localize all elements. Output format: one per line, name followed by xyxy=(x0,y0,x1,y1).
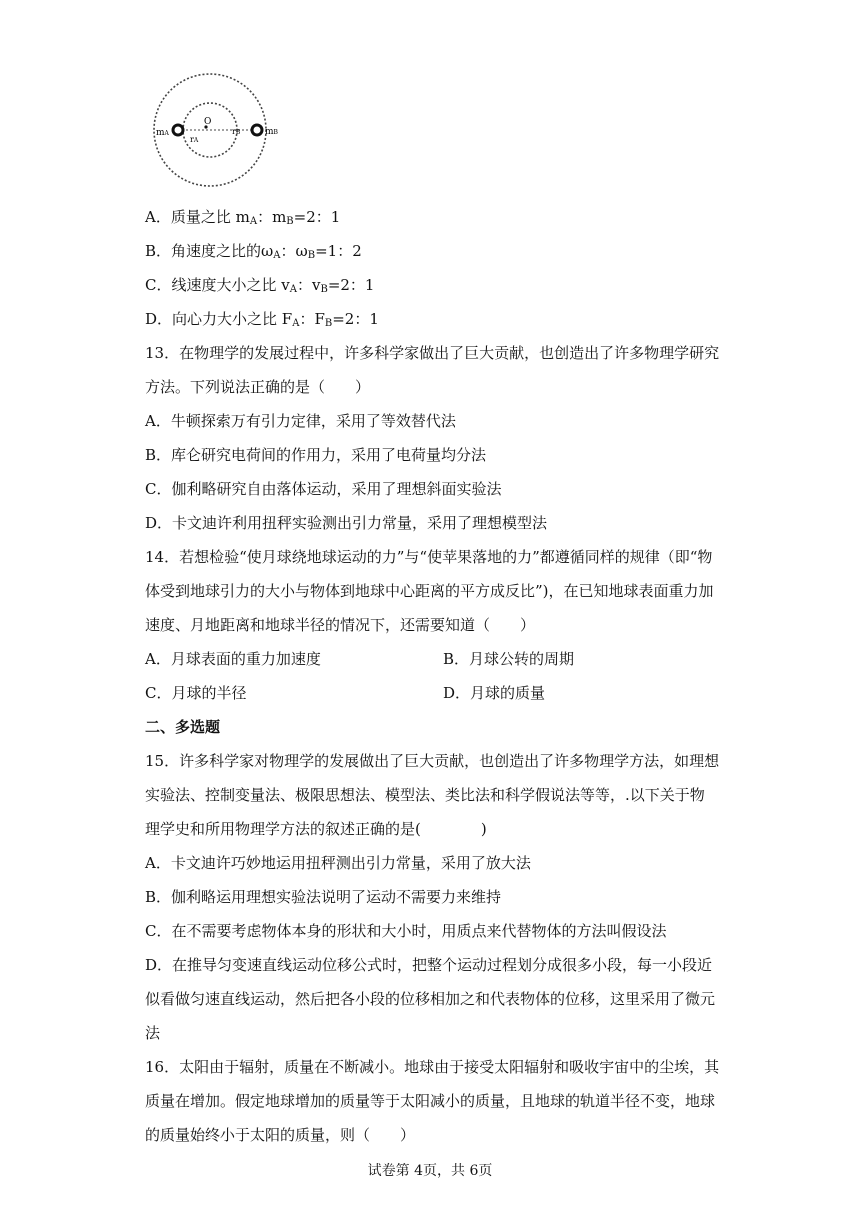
q13-stem-line1: 13．在物理学的发展过程中，许多科学家做出了巨大贡献，也创造出了许多物理学研究 xyxy=(145,344,720,362)
q14-stem-line3: 速度、月地距离和地球半径的情况下，还需要知道（ ） xyxy=(145,616,536,634)
q14-option-d: D．月球的质量 xyxy=(443,684,546,702)
q15-option-d-line3: 法 xyxy=(145,1024,161,1042)
svg-text:mA: mA xyxy=(156,128,169,138)
svg-text:mB: mB xyxy=(265,127,278,137)
label-rb: r xyxy=(232,127,236,136)
label-o: O xyxy=(204,117,212,127)
q15-stem-line3: 理学史和所用物理学方法的叙述正确的是( ) xyxy=(145,820,487,838)
label-ma: m xyxy=(156,128,165,138)
section-heading-multiple-choice: 二、多选题 xyxy=(145,718,221,736)
q12-option-c: C．线速度大小之比 $v_A$：$v_B=2$：1 xyxy=(145,276,375,295)
svg-text:rA: rA xyxy=(190,135,199,144)
star-b xyxy=(252,125,262,135)
q13-option-a: A．牛顿探索万有引力定律，采用了等效替代法 xyxy=(145,412,456,430)
q15-stem-line1: 15．许多科学家对物理学的发展做出了巨大贡献，也创造出了许多物理学方法，如理想 xyxy=(145,752,720,770)
q13-option-d: D．卡文迪许利用扭秤实验测出引力常量，采用了理想模型法 xyxy=(145,514,548,532)
star-a xyxy=(173,125,183,135)
q15-option-d-line1: D．在推导匀变速直线运动位移公式时，把整个运动过程划分成很多小段，每一小段近 xyxy=(145,956,713,974)
q12-option-d: D．向心力大小之比 $F_A$：$F_B=2$：1 xyxy=(145,310,379,329)
label-mb: m xyxy=(265,127,274,137)
page-footer: 试卷第 4页，共 6页 xyxy=(367,1163,493,1179)
q14-option-c: C．月球的半径 xyxy=(145,684,247,702)
q13-stem-line2: 方法。下列说法正确的是（ ） xyxy=(145,378,371,396)
q14-option-a: A．月球表面的重力加速度 xyxy=(145,650,321,668)
q13-option-c: C．伽利略研究自由落体运动，采用了理想斜面实验法 xyxy=(145,480,502,498)
q15-option-c: C．在不需要考虑物体本身的形状和大小时，用质点来代替物体的方法叫假设法 xyxy=(145,922,667,940)
q16-stem-line3: 的质量始终小于太阳的质量，则（ ） xyxy=(145,1126,416,1144)
q15-option-b: B．伽利略运用理想实验法说明了运动不需要力来维持 xyxy=(145,888,502,906)
svg-text:rB: rB xyxy=(232,127,241,136)
label-ra: r xyxy=(190,135,194,144)
q14-stem-line1: 14．若想检验“使月球绕地球运动的力”与“使苹果落地的力”都遵循同样的规律（即“物 xyxy=(145,548,713,566)
q13-option-b: B．库仑研究电荷间的作用力，采用了电荷量均分法 xyxy=(145,446,487,464)
q16-stem-line1: 16．太阳由于辐射，质量在不断减小。地球由于接受太阳辐射和吸收宇宙中的尘埃，其 xyxy=(145,1058,720,1076)
q15-option-a: A．卡文迪许巧妙地运用扭秤测出引力常量，采用了放大法 xyxy=(145,854,531,872)
q16-stem-line2: 质量在增加。假定地球增加的质量等于太阳减小的质量，且地球的轨道半径不变，地球 xyxy=(145,1092,716,1110)
q15-option-d-line2: 似看做匀速直线运动，然后把各小段的位移相加之和代表物体的位移，这里采用了微元 xyxy=(145,990,716,1008)
svg-text:O xyxy=(204,117,211,127)
binary-star-diagram xyxy=(142,72,282,192)
q12-option-b: B．角速度之比的$\omega_A$：$\omega_B=1$：2 xyxy=(145,242,362,261)
q12-option-a: A．质量之比 $m_A$：$m_B=2$：1 xyxy=(145,208,341,227)
q14-stem-line2: 体受到地球引力的大小与物体到地球中心距离的平方成反比”)，在已知地球表面重力加 xyxy=(145,582,714,600)
q15-stem-line2: 实验法、控制变量法、极限思想法、模型法、类比法和科学假说法等等，.以下关于物 xyxy=(145,786,705,804)
q14-option-b: B．月球公转的周期 xyxy=(443,650,575,668)
